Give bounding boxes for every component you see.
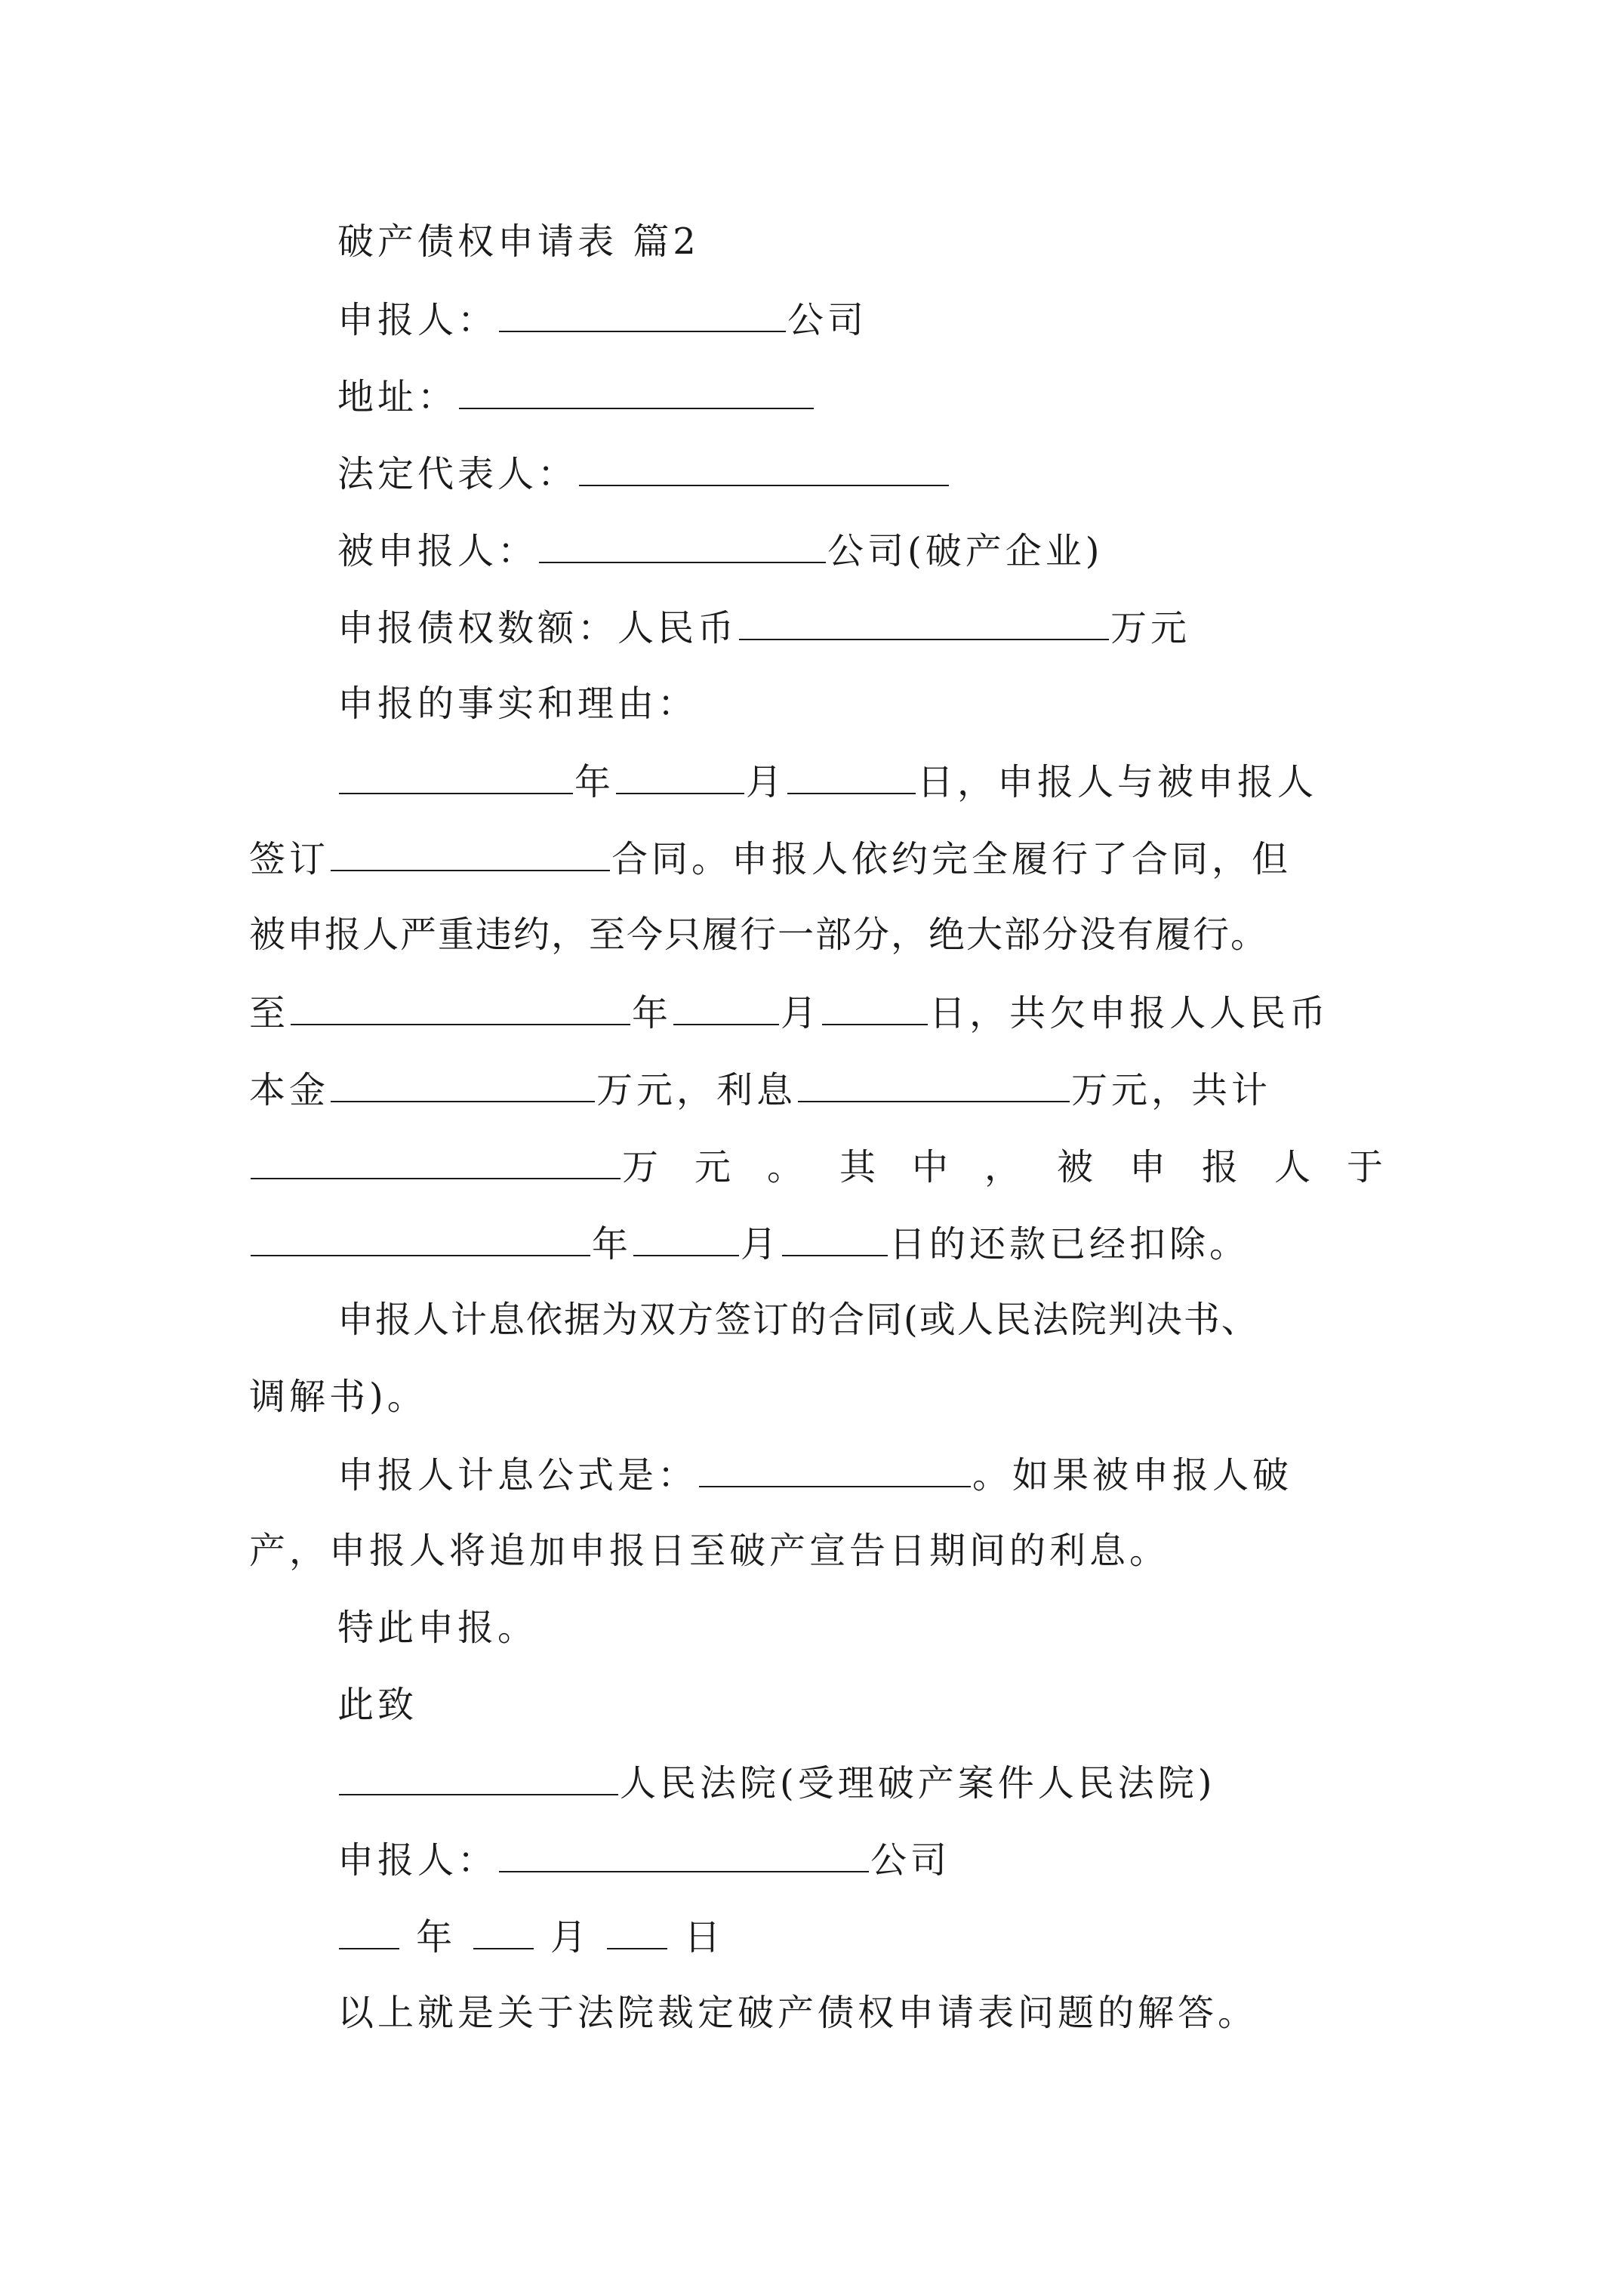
document-title: 破产债权申请表 篇2 — [337, 220, 700, 263]
repay-month-blank[interactable] — [633, 1220, 739, 1256]
amount-line: 申报债权数额：人民币 万元 — [337, 604, 1470, 649]
address-line: 地址： — [337, 373, 1470, 418]
debt-year-blank[interactable] — [291, 989, 630, 1025]
total-blank[interactable] — [251, 1143, 621, 1179]
interest-formula-line-2: 产，申报人将追加申报日至破产宣告日期间的利息。 — [249, 1530, 1170, 1572]
principal-blank[interactable] — [331, 1066, 595, 1102]
facts-line-7: 年 月 日的还款已经扣除。 — [249, 1220, 1381, 1265]
signature-line: 申报人： 公司 — [337, 1836, 1470, 1881]
facts-heading: 申报的事实和理由： — [337, 683, 698, 725]
respondent-blank[interactable] — [539, 527, 826, 563]
contract-year-blank[interactable] — [339, 758, 573, 794]
interest-blank[interactable] — [798, 1066, 1070, 1102]
applicant-line: 申报人： 公司 — [337, 296, 1470, 341]
facts-line-5: 本金 万元，利息 万元，共计 — [249, 1066, 1381, 1111]
repay-year-blank[interactable] — [251, 1220, 590, 1256]
respondent-line: 被申报人： 公司(破产企业) — [337, 527, 1470, 572]
legal-rep-blank[interactable] — [579, 450, 949, 486]
legal-rep-line: 法定代表人： — [337, 450, 1470, 495]
contract-day-blank[interactable] — [787, 758, 916, 794]
facts-line-6: 万元。其中，被申报人于 — [249, 1143, 1381, 1188]
applicant-blank[interactable] — [499, 296, 786, 332]
sign-day-blank[interactable] — [607, 1913, 667, 1949]
interest-formula-line-1: 申报人计息公式是： 。如果被申报人破 — [337, 1451, 1470, 1496]
debt-day-blank[interactable] — [822, 989, 928, 1025]
court-blank[interactable] — [339, 1759, 618, 1795]
contract-name-blank[interactable] — [331, 835, 610, 871]
debt-month-blank[interactable] — [673, 989, 779, 1025]
facts-line-1: 年 月 日，申报人与被申报人 — [337, 758, 1470, 803]
facts-line-2: 签订 合同。申报人依约完全履行了合同，但 — [249, 835, 1381, 880]
interest-basis-line-2: 调解书)。 — [249, 1376, 427, 1418]
facts-line-4: 至 年 月 日，共欠申报人人民币 — [249, 989, 1381, 1034]
interest-basis-line-1: 申报人计息依据为双方签订的合同(或人民法院判决书、 — [337, 1299, 1259, 1341]
amount-blank[interactable] — [739, 604, 1109, 640]
signature-blank[interactable] — [499, 1836, 869, 1872]
court-line: 人民法院(受理破产案件人民法院) — [337, 1759, 1470, 1804]
closing-line: 特此申报。 — [337, 1607, 538, 1649]
conclusion-line: 以上就是关于法院裁定破产债权申请表问题的解答。 — [337, 1992, 1258, 2034]
contract-month-blank[interactable] — [616, 758, 744, 794]
formula-blank[interactable] — [699, 1451, 971, 1487]
salutation-line: 此致 — [337, 1684, 418, 1726]
sign-year-blank[interactable] — [339, 1913, 399, 1949]
date-line: 年 月 日 — [337, 1913, 1470, 1959]
repay-day-blank[interactable] — [782, 1220, 888, 1256]
address-blank[interactable] — [459, 373, 814, 409]
facts-line-3: 被申报人严重违约，至今只履行一部分，绝大部分没有履行。 — [249, 914, 1269, 956]
sign-month-blank[interactable] — [473, 1913, 534, 1949]
